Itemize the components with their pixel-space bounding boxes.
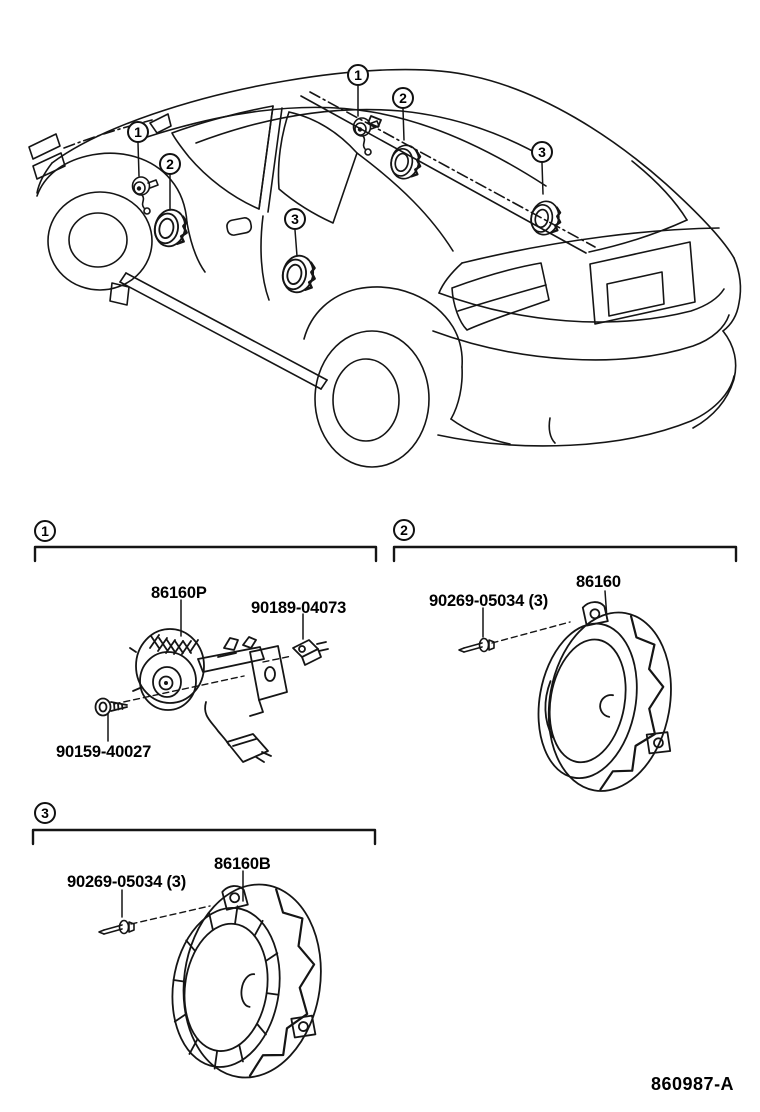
car-callout-3-rear-right: 3 <box>531 141 553 163</box>
section-2-bracket <box>394 547 736 561</box>
section-1-bracket <box>35 547 376 561</box>
rear-speaker-drawing <box>99 871 335 1087</box>
section-3-callout: 3 <box>34 802 56 824</box>
part-label-86160: 86160 <box>576 572 621 591</box>
door-speaker-drawing <box>459 591 693 802</box>
car-callout-2-front-right: 2 <box>392 87 414 109</box>
screw-icon <box>96 699 128 716</box>
part-label-90159-40027: 90159-40027 <box>56 742 152 761</box>
part-label-90269-05034-s3: 90269-05034 (3) <box>67 872 187 891</box>
clip-icon <box>293 640 328 665</box>
section-3-bracket <box>33 830 375 844</box>
section-1-callout: 1 <box>34 520 56 542</box>
car-callout-leaders <box>138 86 543 256</box>
part-label-86160B: 86160B <box>214 854 271 873</box>
tweeter-assembly-drawing <box>96 600 329 762</box>
section-2-callout: 2 <box>393 519 415 541</box>
part-label-90269-05034-s2: 90269-05034 (3) <box>429 591 549 610</box>
car-callout-2-front-left: 2 <box>159 153 181 175</box>
car-callout-1-front-left: 1 <box>127 121 149 143</box>
part-label-86160P: 86160P <box>151 583 207 602</box>
car-callout-3-rear-left: 3 <box>284 208 306 230</box>
part-label-90189-04073: 90189-04073 <box>251 598 347 617</box>
car-callout-1-front-right: 1 <box>347 64 369 86</box>
figure-code: 860987-A <box>651 1074 735 1094</box>
